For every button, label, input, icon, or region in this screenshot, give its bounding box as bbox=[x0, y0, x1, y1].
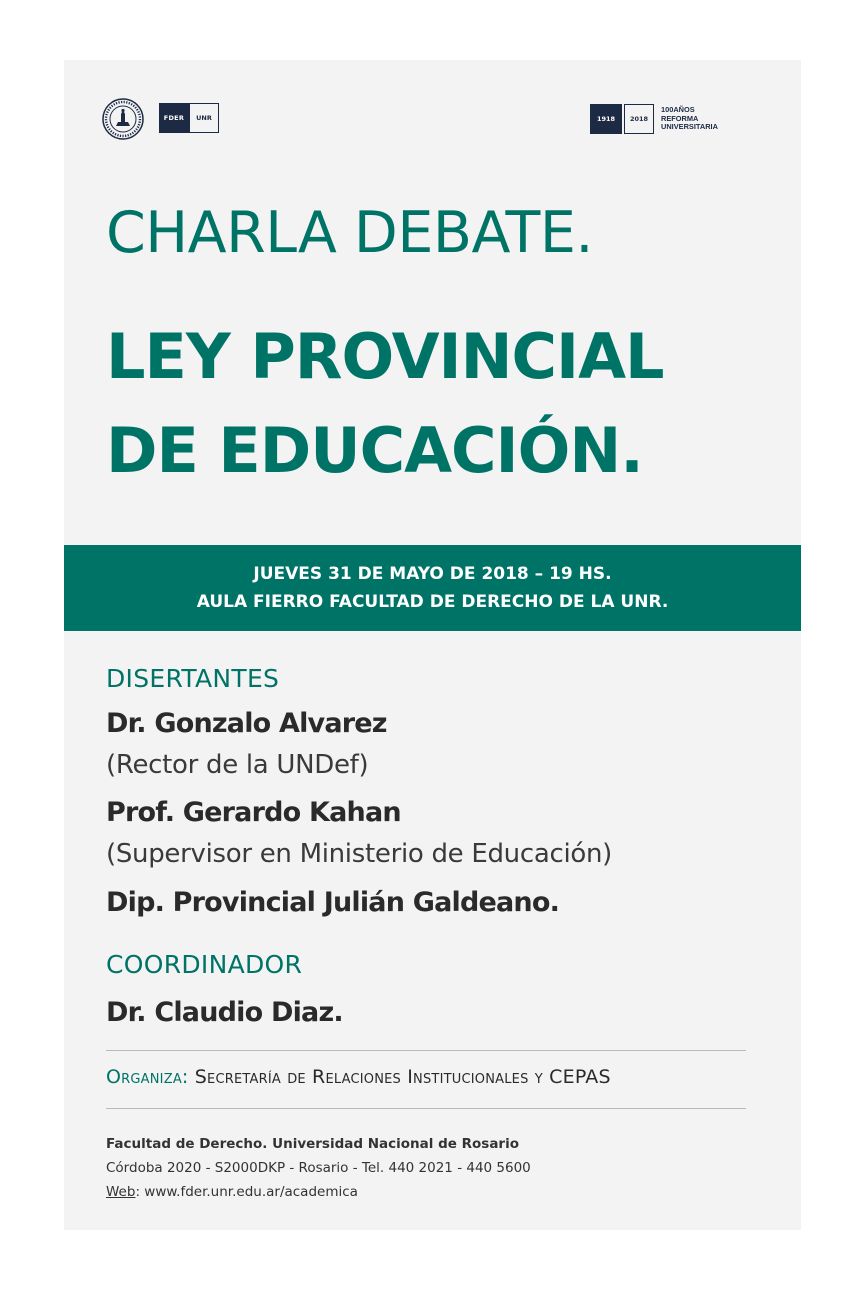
speaker-role-2: (Supervisor en Ministerio de Educación) bbox=[106, 839, 613, 869]
footer-address: Córdoba 2020 - S2000DKP - Rosario - Tel. 440 2021 - 440 5600 bbox=[106, 1160, 531, 1176]
speaker-name-1: Dr. Gonzalo Alvarez bbox=[106, 708, 387, 739]
year-end: 2018 bbox=[624, 104, 654, 134]
footer-web bbox=[106, 1180, 531, 1204]
divider-top bbox=[106, 1050, 746, 1051]
footer-institution: Facultad de Derecho. Universidad Nacional de Rosario bbox=[106, 1136, 519, 1152]
fder-unr-logo bbox=[159, 103, 219, 135]
title-line2: LEY PROVINCIAL bbox=[106, 320, 664, 393]
organiza-value: Secretaría de Relaciones Institucionales y CEPAS bbox=[194, 1066, 611, 1088]
title-line3: DE EDUCACIÓN. bbox=[106, 414, 643, 487]
coordinator-name: Dr. Claudio Diaz. bbox=[106, 997, 343, 1028]
speaker-name-3: Dip. Provincial Julián Galdeano. bbox=[106, 887, 560, 918]
title-main bbox=[106, 310, 664, 498]
event-date: JUEVES 31 DE MAYO DE 2018 – 19 HS. bbox=[253, 564, 612, 584]
speaker-name-2: Prof. Gerardo Kahan bbox=[106, 797, 401, 828]
divider-bottom bbox=[106, 1108, 746, 1109]
coordinator-label: COORDINADOR bbox=[106, 950, 303, 979]
poster bbox=[64, 60, 801, 1230]
university-seal-icon bbox=[102, 98, 144, 140]
anniversary-line2: REFORMA bbox=[661, 113, 699, 123]
event-band bbox=[64, 545, 801, 631]
anniversary-text bbox=[661, 106, 718, 132]
footer-web-url[interactable]: : www.fder.unr.edu.ar/academica bbox=[135, 1184, 358, 1200]
title-line1: CHARLA DEBATE. bbox=[106, 200, 593, 266]
organiza-label: Organiza: bbox=[106, 1066, 189, 1088]
anniversary-line3: UNIVERSITARIA bbox=[661, 122, 718, 132]
fder-label: FDER bbox=[159, 103, 189, 133]
event-place: AULA FIERRO FACULTAD DE DERECHO DE LA UNR. bbox=[196, 592, 669, 612]
unr-label: UNR bbox=[189, 103, 219, 133]
footer-web-label[interactable]: Web bbox=[106, 1184, 136, 1200]
anniversary-line1: 100AÑOS bbox=[661, 104, 695, 114]
reforma-logo bbox=[590, 103, 718, 135]
organiza-line bbox=[106, 1066, 611, 1088]
year-start: 1918 bbox=[590, 104, 622, 134]
speakers-label: DISERTANTES bbox=[106, 664, 280, 693]
speaker-role-1: (Rector de la UNDef) bbox=[106, 750, 369, 780]
footer bbox=[106, 1132, 531, 1204]
